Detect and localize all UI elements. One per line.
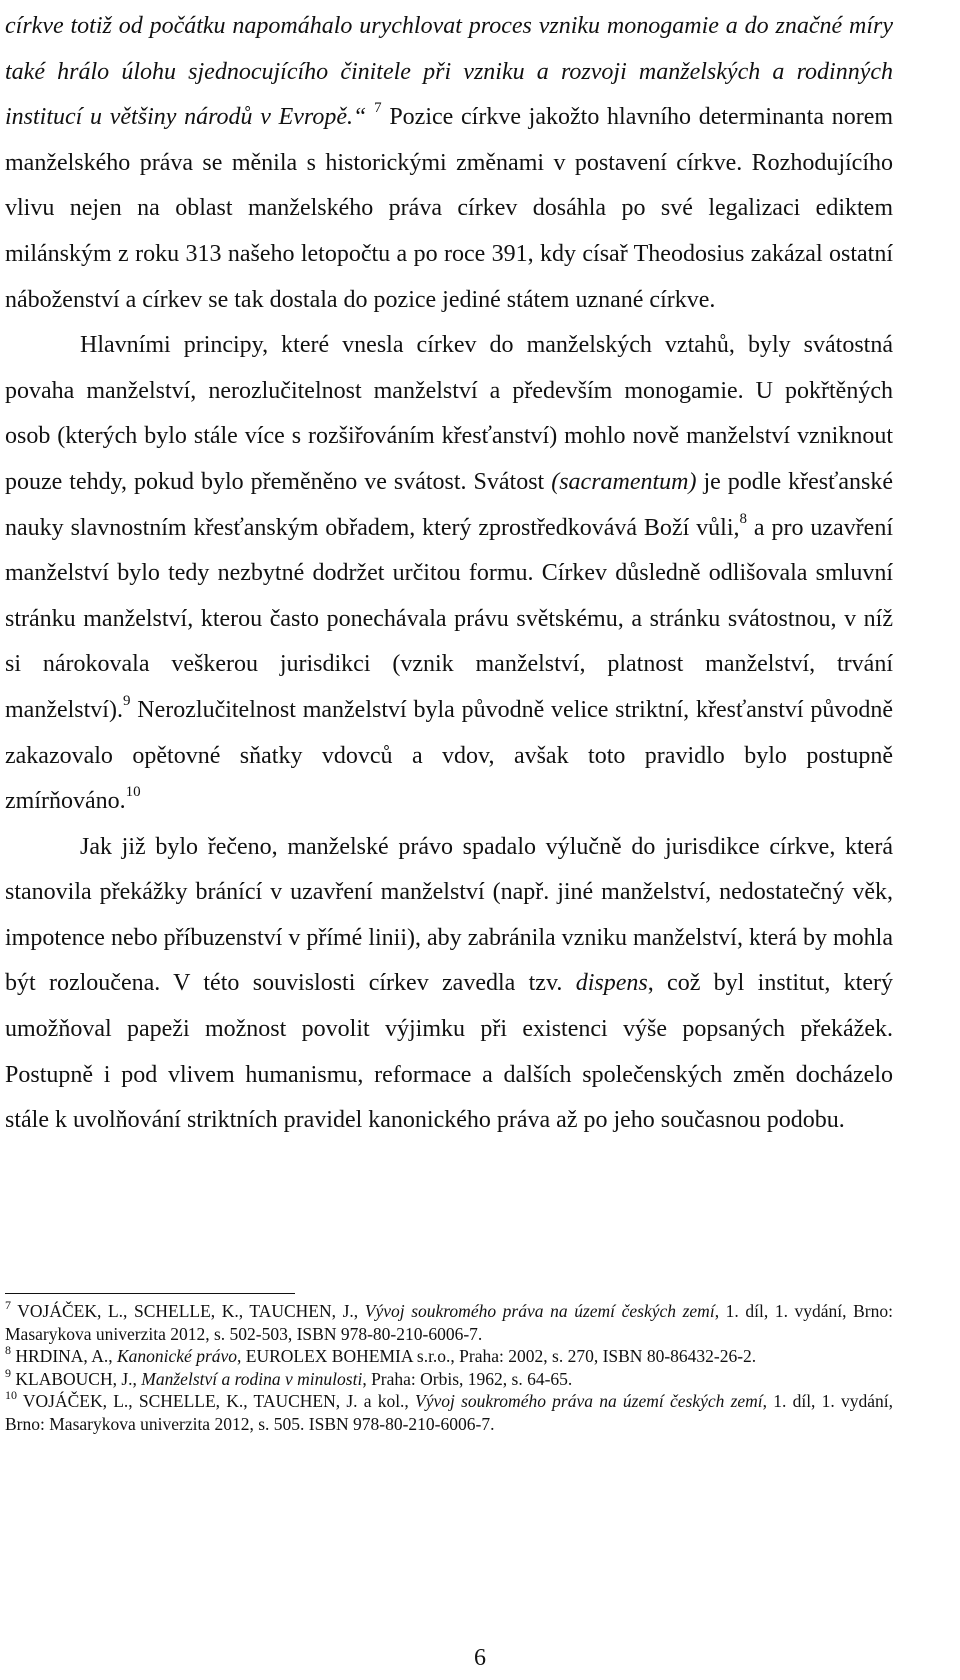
italic-quote: církve totiž od počátku napomáhalo urychlovat proces vzniku monogamie a do značné míry také hrálo úlohu sjednocujícího činitele při vzniku a rozvoji manželských a rodinných institucí u většiny národů v Evropě.“ (5, 13, 893, 131)
footnote-title: Kanonické právo (116, 1346, 238, 1366)
paragraph-text: Nerozlučitelnost manželství byla původně velice striktní, křesťanství původně zakazovalo opětovné sňatky vdovců a vdov, avšak toto pravidlo bylo postupně zmírňováno. (5, 696, 893, 815)
footnote-title: Manželství a rodina v minulosti (141, 1368, 363, 1389)
italic-term: (sacramentum) (551, 468, 697, 495)
footnote-text: , 1. díl, 1. vydání, Brno: Masarykova univerzita 2012, s. 505. ISBN 978-80-210-6006-7. (5, 1391, 893, 1434)
footnote-text: VOJÁČEK, L., SCHELLE, K., TAUCHEN, J., (11, 1301, 365, 1321)
footnote-text: , 1. díl, 1. vydání, Brno: Masarykova univerzita 2012, s. 502-503, ISBN 978-80-210-6006-7. (5, 1301, 893, 1344)
footnote-number: 7 (5, 1298, 11, 1313)
footnote-number: 10 (5, 1388, 17, 1403)
footnote-text: HRDINA, A., (11, 1346, 117, 1366)
footnote-number: 9 (5, 1365, 11, 1380)
footnotes (5, 1300, 893, 1435)
paragraph-text: je podle křesťanské nauky slavnostním křesťanským obřadem, který zprostředkovává Boží vůli, (5, 468, 893, 541)
paragraph-3 (5, 825, 893, 1144)
italic-term: dispens (575, 970, 648, 997)
footnote-text: , Praha: Orbis, 1962, s. 64-65. (362, 1368, 573, 1389)
footnote-7 (5, 1300, 893, 1345)
footnote-title: Vývoj soukromého práva na území českých zemí (364, 1301, 715, 1321)
footnote-ref-7[interactable]: 7 (374, 100, 382, 117)
paragraph-2 (5, 323, 893, 825)
footnote-text: VOJÁČEK, L., SCHELLE, K., TAUCHEN, J. a kol., (17, 1391, 416, 1411)
paragraph-text: Hlavními principy, které vnesla církev do manželských vztahů, byly svátostná povaha manželství, nerozlučitelnost manželství a především monogamie. U pokřtěných osob (kterých bylo stále více s rozšiřováním křesťanství) mohlo nově manželství vzniknout pouze tehdy, pokud bylo přeměněno ve svátost. Svátost (5, 332, 893, 495)
footnote-title: Vývoj soukromého práva na území českých zemí (415, 1391, 763, 1411)
paragraph-text: Pozice církve jakožto hlavního determinanta norem manželského práva se měnila s historickými změnami v postavení církve. Rozhodujícího vlivu nejen na oblast manželského práva církev dosáhla po své legalizaci ediktem milánským z roku 313 našeho letopočtu a po roce 391, kdy císař Theodosius zakázal ostatní náboženství a církev se tak dostala do pozice jediné státem uznané církve. (5, 104, 894, 313)
footnote-divider (5, 1293, 295, 1294)
paragraph-text: a pro uzavření manželství bylo tedy nezbytné dodržet určitou formu. Církev důsledně odlišovala smluvní stránku manželství, kterou často ponechávala právu světskému, a stránku svátostnou, v níž si nárokovala veškerou jurisdikci (vznik manželství, platnost manželství, trvání manželství). (5, 514, 893, 723)
paragraph-text: , což byl institut, který umožňoval papeži možnost povolit výjimku při existenci výše popsaných překážek. Postupně i pod vlivem humanismu, reformace a dalších společenských změn docházelo stále k uvolňování striktních pravidel kanonického práva až po jeho současnou podobu. (5, 970, 893, 1134)
body-text (5, 4, 893, 1144)
footnote-10 (5, 1390, 893, 1435)
paragraph-text: Jak již bylo řečeno, manželské právo spadalo výlučně do jurisdikce církve, která stanovila překážky bránící v uzavření manželství (např. jiné manželství, nedostatečný věk, impotence nebo příbuzenství v přímé linii), aby zabránila vzniku manželství, která by mohla být rozloučena. V této souvislosti církev zavedla tzv. (5, 833, 893, 997)
footnote-9 (5, 1365, 893, 1391)
footnote-text: , EUROLEX BOHEMIA s.r.o., Praha: 2002, s. 270, ISBN 80-86432-26-2. (237, 1346, 757, 1366)
footnote-ref-10[interactable]: 10 (125, 784, 141, 801)
footnote-number: 8 (5, 1343, 11, 1358)
page-number: 6 (474, 1645, 486, 1671)
footnote-8 (5, 1345, 893, 1368)
footnote-text: KLABOUCH, J., (11, 1368, 142, 1389)
paragraph-1 (5, 4, 893, 323)
footnote-ref-9[interactable]: 9 (122, 692, 131, 709)
footnote-ref-8[interactable]: 8 (739, 510, 747, 527)
